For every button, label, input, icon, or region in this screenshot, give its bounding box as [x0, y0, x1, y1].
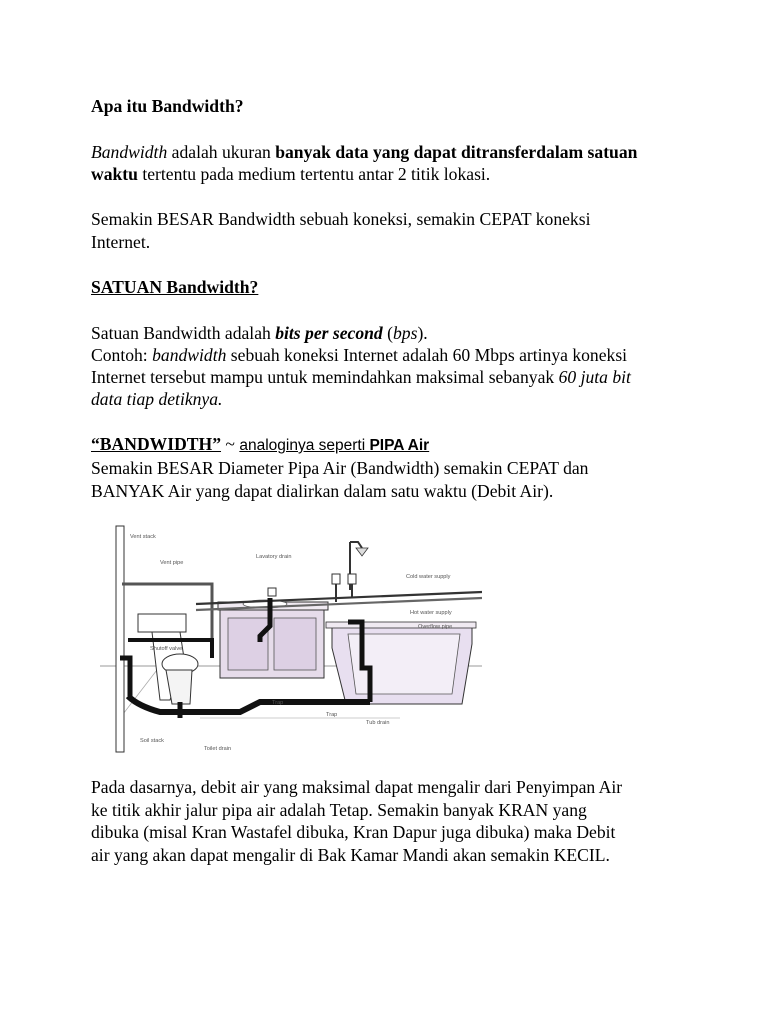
label-overflow-pipe: Overflow pipe	[418, 624, 453, 630]
vanity-cabinet	[218, 600, 328, 678]
label-cold-water-supply: Cold water supply	[406, 574, 451, 580]
label-toilet-drain: Toilet drain	[204, 746, 232, 752]
heading-analogy-text: analoginya seperti	[239, 437, 370, 454]
contoh-line-3: data tiap detiknya.	[91, 389, 223, 409]
closing-line-3: dibuka (misal Kran Wastafel dibuka, Kran Dapur juga dibuka) maka Debit	[91, 822, 616, 842]
definition-emphasis: banyak data yang dapat ditransferdalam satuan	[275, 142, 638, 162]
unit-abbr-bps: bps	[392, 323, 418, 343]
heading-pipa-air: PIPA Air	[369, 437, 430, 454]
closing-line-4: air yang akan dapat mengalir di Bak Kamar Mandi akan semakin KECIL.	[91, 845, 610, 865]
contoh-line-2	[91, 366, 631, 388]
contoh-text-2: Internet tersebut mampu untuk memindahkan maksimal sebanyak	[91, 367, 559, 387]
term-bandwidth: Bandwidth	[91, 142, 168, 162]
contoh-italic-60-juta: 60 juta bit	[558, 367, 631, 387]
label-lavatory-drain: Lavatory drain	[256, 554, 292, 560]
analogy-line-1: Semakin BESAR Diameter Pipa Air (Bandwidth) semakin CEPAT dan	[91, 458, 589, 478]
contoh-prefix: Contoh:	[91, 345, 153, 365]
satuan-text: Satuan Bandwidth adalah	[91, 323, 276, 343]
label-soil-stack: Soil stack	[140, 738, 164, 744]
definition-line-1	[91, 141, 637, 163]
satuan-paren-close: ).	[417, 323, 428, 343]
label-vent-pipe: Vent pipe	[160, 560, 184, 566]
contoh-line-1	[91, 344, 627, 366]
label-vent-stack: Vent stack	[130, 534, 156, 540]
heading-satuan-bandwidth: SATUAN Bandwidth?	[91, 277, 259, 297]
label-hot-water-supply: Hot water supply	[410, 610, 452, 616]
label-shutoff-valve: Shutoff valve	[150, 646, 183, 652]
closing-line-2: ke titik akhir jalur pipa air adalah Tetap. Semakin banyak KRAN yang	[91, 800, 587, 820]
paragraph-semakin-besar-line-2: Internet.	[91, 232, 151, 252]
definition-text-end: tertentu pada medium tertentu antar 2 titik lokasi.	[137, 164, 491, 184]
plumbing-diagram	[100, 518, 482, 756]
contoh-term: bandwidth	[152, 345, 227, 365]
definition-text: adalah ukuran	[167, 142, 276, 162]
label-trap-tub: Trap	[326, 712, 338, 718]
contoh-text: sebuah koneksi Internet adalah 60 Mbps artinya koneksi	[226, 345, 628, 365]
satuan-paren-open: (	[382, 323, 393, 343]
label-trap-lavatory: Trap	[272, 700, 284, 706]
heading-apa-itu-bandwidth: Apa itu Bandwidth?	[91, 96, 244, 116]
analogy-line-2: BANYAK Air yang dapat dialirkan dalam satu waktu (Debit Air).	[91, 481, 554, 501]
bathtub	[326, 622, 476, 704]
satuan-line	[91, 322, 428, 344]
heading-tilde: ~	[221, 434, 240, 454]
plumbing-illustration	[100, 518, 482, 756]
paragraph-semakin-besar-line-1: Semakin BESAR Bandwidth sebuah koneksi, semakin CEPAT koneksi	[91, 209, 591, 229]
definition-line-2	[91, 163, 490, 185]
definition-emphasis-waktu: waktu	[91, 164, 138, 184]
label-tub-drain: Tub drain	[366, 720, 390, 726]
heading-bandwidth-analogy	[91, 433, 429, 457]
unit-bits-per-second: bits per second	[275, 323, 383, 343]
heading-quote-bandwidth: “BANDWIDTH”	[91, 434, 222, 454]
closing-line-1: Pada dasarnya, debit air yang maksimal dapat mengalir dari Penyimpan Air	[91, 777, 623, 797]
